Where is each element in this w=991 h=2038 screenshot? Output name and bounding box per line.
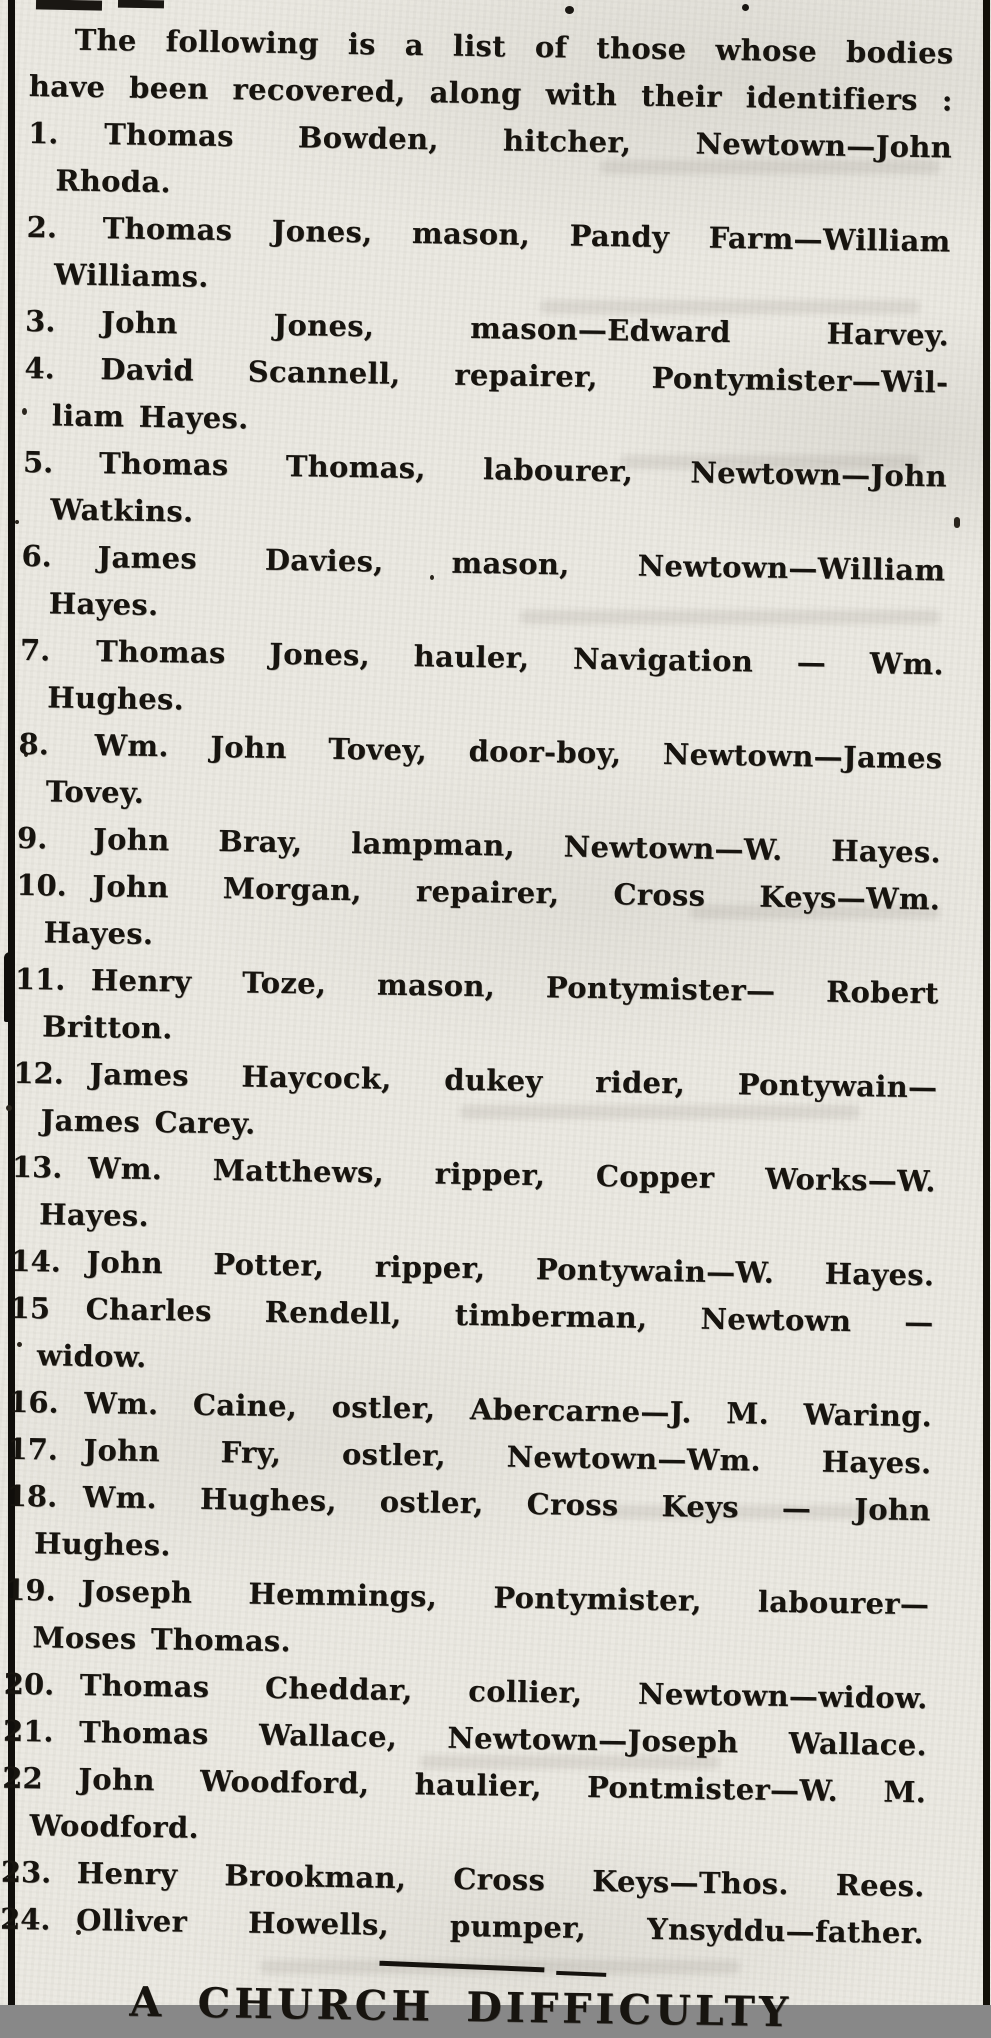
intro-line: The following is a list of those whose bodies	[74, 22, 954, 71]
entry-first-line: 22 John Woodford, haulier, Pontmister—W. M.	[2, 1755, 927, 1817]
list-entry	[6, 1473, 931, 1582]
ink-speck	[15, 520, 19, 524]
list-entry	[20, 533, 945, 642]
entry-first-line: 2. Thomas Jones, mason, Pandy Farm—William	[26, 204, 951, 266]
next-section-heading: A CHURCH DIFFICULTY	[129, 1977, 793, 2037]
entry-first-line: 11. Henry Toze, mason, Pontymister— Robert	[14, 956, 939, 1018]
entry-continuation-line: Britton.	[41, 1009, 173, 1046]
list-entry	[23, 345, 948, 454]
casualty-list	[0, 110, 952, 1957]
entry-continuation-line: Hayes.	[38, 1197, 150, 1234]
entry-continuation-line: Rhoda.	[55, 163, 172, 200]
entry-number: 13.	[11, 1149, 63, 1185]
entry-first-line: 16. Wm. Caine, ostler, Abercarne—J. M. Waring.	[8, 1379, 933, 1441]
entry-first-line: 13. Wm. Matthews, ripper, Copper Works—W.	[12, 1144, 937, 1206]
entry-continuation-line: Hughes.	[47, 680, 185, 717]
entry-first-line: 15 Charles Rendell, timberman, Newtown —	[9, 1285, 934, 1347]
entry-first-line: 20. Thomas Cheddar, collier, Newtown—widow.	[3, 1661, 928, 1723]
list-entry	[17, 721, 942, 830]
entry-number: 8.	[18, 726, 50, 762]
list-entry	[26, 204, 951, 313]
entry-number: 19.	[5, 1572, 56, 1608]
entry-first-line: 19. Joseph Hemmings, Pontymister, labourer—	[5, 1567, 930, 1629]
entry-number: 20.	[3, 1666, 55, 1702]
entry-continuation-line: liam Hayes.	[51, 398, 249, 436]
entry-continuation-line: James Carey.	[40, 1103, 256, 1141]
entry-first-line: 17. John Fry, ostler, Newtown—Wm. Hayes.	[7, 1426, 932, 1488]
entry-number: 5.	[22, 444, 54, 480]
list-entry	[14, 956, 939, 1065]
entry-continuation-line: Moses Thomas.	[32, 1620, 292, 1659]
entry-first-line: 5. Thomas Thomas, labourer, Newtown—John	[23, 439, 948, 501]
ink-speck	[6, 1105, 12, 1111]
list-entry	[15, 862, 940, 971]
list-entry	[19, 627, 944, 736]
entry-number: 2.	[26, 209, 58, 245]
list-entry	[4, 1567, 929, 1676]
entry-number: 18.	[6, 1478, 58, 1514]
list-entry	[22, 439, 947, 548]
entry-number: 7.	[19, 632, 51, 668]
entry-continuation-line: widow.	[36, 1338, 147, 1374]
entry-number: 24.	[0, 1901, 51, 1937]
entry-first-line: 18. Wm. Hughes, ostler, Cross Keys — John	[6, 1473, 931, 1535]
article-column	[0, 16, 954, 2038]
entry-number: 23.	[0, 1854, 52, 1890]
intro-line: have been recovered, along with their identifiers :	[28, 68, 954, 118]
entry-first-line: 1. Thomas Bowden, hitcher, Newtown—John	[28, 110, 953, 172]
entry-first-line: 12. James Haycock, dukey rider, Pontywain—	[13, 1050, 938, 1112]
entry-first-line: 24. Olliver Howells, pumper, Ynsyddu—father.	[0, 1896, 924, 1958]
entry-number: 3.	[24, 303, 56, 339]
entry-first-line: 3. John Jones, mason—Edward Harvey.	[25, 298, 950, 360]
entry-number: 6.	[21, 538, 53, 574]
entry-continuation-line: Watkins.	[49, 492, 194, 529]
list-entry	[27, 110, 952, 219]
cut-text-fragment	[36, 0, 102, 11]
entry-number: 11.	[14, 961, 66, 997]
entry-continuation-line: Tovey.	[45, 774, 145, 810]
entry-number: 1.	[27, 115, 59, 151]
entry-continuation-line: Williams.	[53, 257, 209, 294]
cut-text-fragment	[118, 0, 164, 8]
entry-first-line: 4. David Scannell, repairer, Pontymister—Wil-	[24, 345, 949, 407]
entry-first-line: 8. Wm. John Tovey, door-boy, Newtown—James	[18, 721, 943, 783]
entry-first-line: 23. Henry Brookman, Cross Keys—Thos. Rees.	[0, 1849, 925, 1911]
entry-continuation-line: Woodford.	[29, 1808, 200, 1845]
entry-number: 15	[9, 1290, 51, 1326]
ink-speck	[954, 517, 960, 528]
cut-text-fragment	[742, 4, 749, 11]
entry-first-line: 10. John Morgan, repairer, Cross Keys—Wm.	[16, 862, 941, 924]
entry-number: 17.	[7, 1431, 59, 1467]
entry-number: 10.	[16, 867, 68, 903]
entry-first-line: 6. James Davies, mason, Newtown—William	[21, 533, 946, 595]
entry-continuation-line: Hayes.	[43, 915, 154, 952]
entry-first-line: 21. Thomas Wallace, Newtown—Joseph Wallace.	[3, 1708, 928, 1770]
cut-text-fragment	[565, 6, 574, 14]
entry-first-line: 7. Thomas Jones, hauler, Navigation — Wm.	[20, 627, 945, 689]
list-entry	[1, 1755, 926, 1864]
entry-first-line: 9. John Bray, lampman, Newtown—W. Hayes.	[17, 815, 942, 877]
entry-continuation-line: Hayes.	[48, 586, 159, 623]
entry-number: 9.	[16, 820, 48, 856]
entry-number: 21.	[2, 1713, 54, 1749]
column-rule-right	[983, 0, 990, 2005]
entry-number: 16.	[7, 1384, 59, 1420]
list-entry	[12, 1050, 937, 1159]
entry-number: 22	[2, 1760, 43, 1796]
entry-number: 12.	[13, 1055, 65, 1091]
section-divider	[379, 1961, 544, 1973]
entry-number: 4.	[24, 350, 56, 386]
entry-number: 14.	[10, 1243, 62, 1279]
entry-first-line: 14. John Potter, ripper, Pontywain—W. Hayes.	[10, 1238, 935, 1300]
list-entry	[9, 1285, 934, 1394]
entry-continuation-line: Hughes.	[33, 1526, 172, 1563]
list-entry	[11, 1144, 936, 1253]
